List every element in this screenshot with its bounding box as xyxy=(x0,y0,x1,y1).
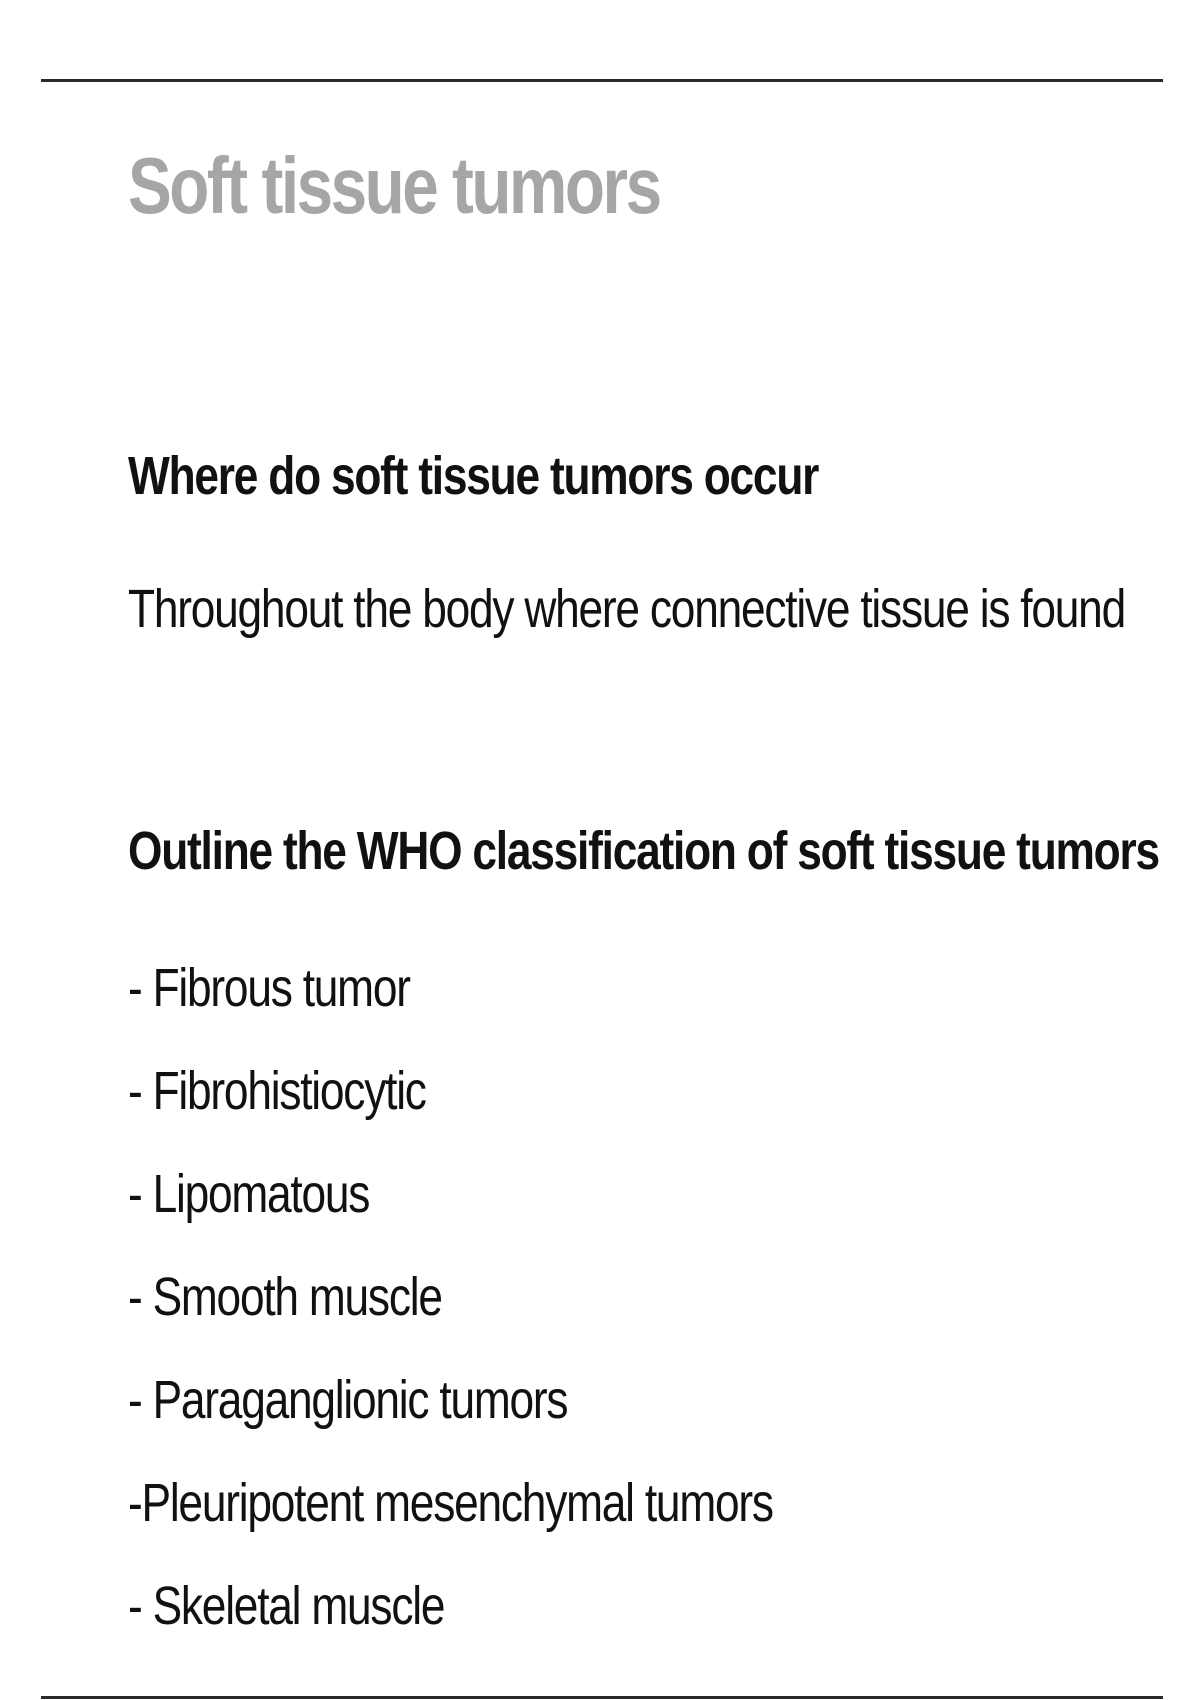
list-item: - Lipomatous xyxy=(128,1164,370,1224)
list-item: - Fibrohistiocytic xyxy=(128,1061,426,1121)
slide-content xyxy=(128,0,1168,1700)
list-item: - Paraganglionic tumors xyxy=(128,1370,568,1430)
classification-list xyxy=(128,958,914,1682)
list-item: -Pleuripotent mesenchymal tumors xyxy=(128,1473,773,1533)
list-item: - Fibrous tumor xyxy=(128,958,410,1018)
answer-occurrence: Throughout the body where connective tissue is found xyxy=(128,579,1125,639)
bottom-divider xyxy=(41,1696,1163,1699)
question-who-classification: Outline the WHO classification of soft tissue tumors xyxy=(128,821,1159,881)
list-item: - Skeletal muscle xyxy=(128,1576,445,1636)
question-occurrence: Where do soft tissue tumors occur xyxy=(128,446,819,506)
slide-title: Soft tissue tumors xyxy=(128,141,660,230)
list-item: - Smooth muscle xyxy=(128,1267,442,1327)
